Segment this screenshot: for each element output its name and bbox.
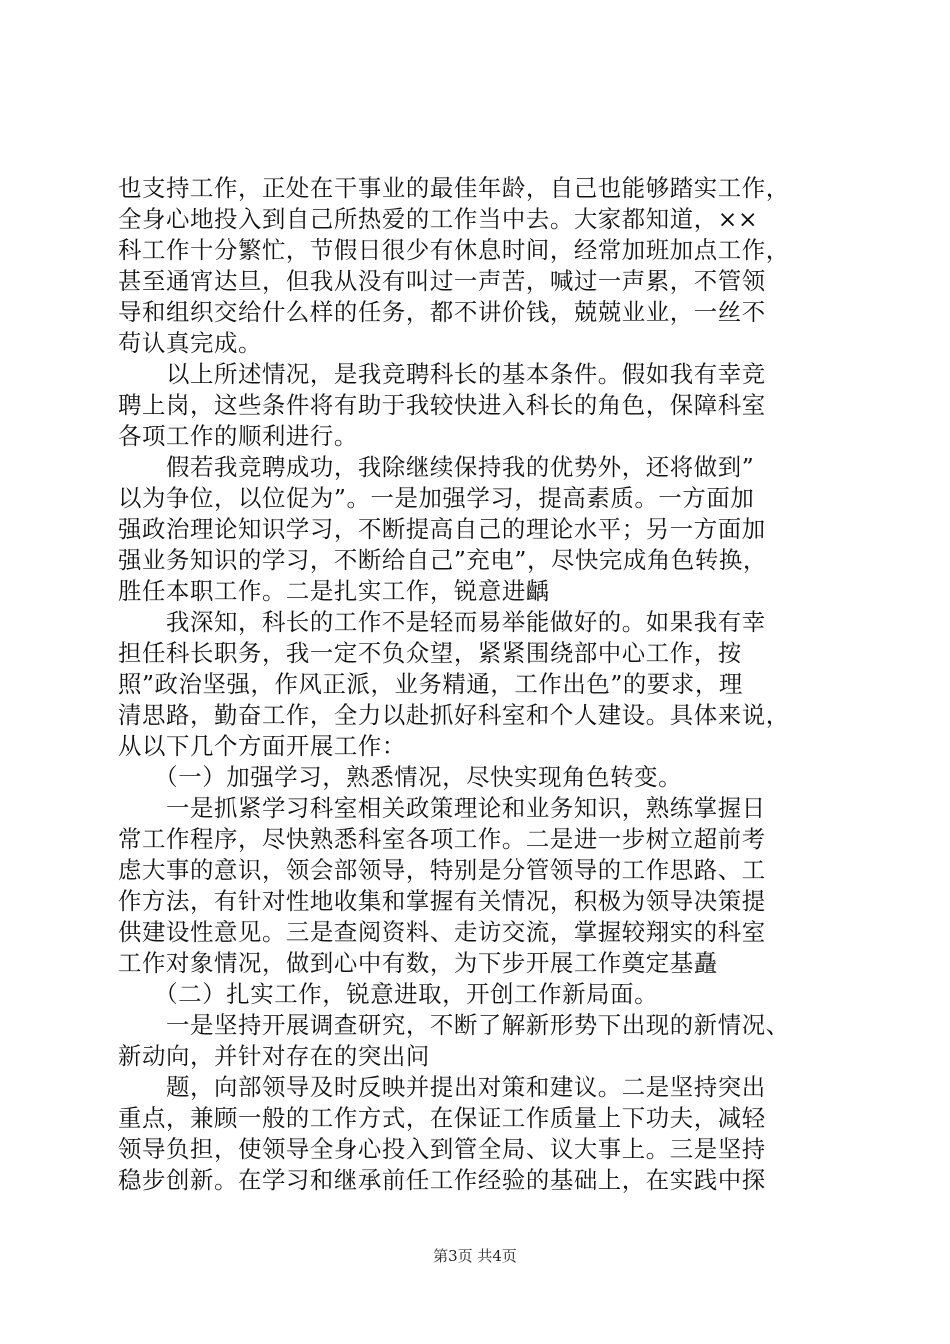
text-line: 强政治理论知识学习，不断提高自己的理论水平；另一方面加 — [118, 515, 766, 543]
text-line: 导和组织交给什么样的任务，都不讲价钱，兢兢业业，一丝不 — [118, 298, 766, 326]
text-line: （二）扎实工作，锐意进取，开创工作新局面。 — [118, 980, 659, 1008]
text-line: 一是抓紧学习科室相关政策理论和业务知识，熟练掌握日 — [118, 794, 766, 822]
text-line: 全身心地投入到自己所热爱的工作当中去。大家都知道，×× — [118, 205, 759, 233]
text-line: 领导负担，使领导全身心投入到管全局、议大事上。三是坚持 — [118, 1135, 766, 1163]
text-line: 从以下几个方面开展工作： — [118, 732, 406, 760]
text-line: 我深知，科长的工作不是轻而易举能做好的。如果我有幸 — [118, 608, 766, 636]
text-line: 供建设性意见。三是查阅资料、走访交流，掌握较翔实的科室 — [118, 918, 766, 946]
text-line: 稳步创新。在学习和继承前任工作经验的基础上，在实践中探 — [118, 1166, 766, 1194]
body-text — [118, 173, 838, 1196]
text-line: 重点，兼顾一般的工作方式，在保证工作质量上下功夫，减轻 — [118, 1104, 766, 1132]
text-line: 甚至通宵达旦，但我从没有叫过一声苦，喊过一声累，不管领 — [118, 267, 766, 295]
text-line: 作方法，有针对性地收集和掌握有关情况，积极为领导决策提 — [118, 887, 766, 915]
text-line: 题，向部领导及时反映并提出对策和建议。二是坚持突出 — [118, 1073, 766, 1101]
text-line: 担任科长职务，我一定不负众望，紧紧围绕部中心工作，按 — [118, 639, 742, 667]
text-line: 苟认真完成。 — [118, 329, 262, 357]
text-line: 以上所述情况，是我竞聘科长的基本条件。假如我有幸竞 — [118, 360, 766, 388]
text-line: 假若我竞聘成功，我除继续保持我的优势外，还将做到” — [118, 453, 755, 481]
text-line: 常工作程序，尽快熟悉科室各项工作。二是进一步树立超前考 — [118, 825, 766, 853]
text-line: 强业务知识的学习，不断给自己”充电”，尽快完成角色转换， — [118, 546, 767, 574]
text-line: （一）加强学习，熟悉情况，尽快实现角色转变。 — [118, 763, 683, 791]
text-line: 一是坚持开展调查研究，不断了解新形势下出现的新情况、 — [118, 1011, 790, 1039]
text-line: 各项工作的顺利进行。 — [118, 422, 358, 450]
text-line: 也支持工作，正处在干事业的最佳年龄，自己也能够踏实工作， — [118, 174, 790, 202]
text-line: 胜任本职工作。二是扎实工作，锐意进齲 — [118, 577, 550, 605]
text-line: 清思路，勤奋工作，全力以赴抓好科室和个人建设。具体来说， — [118, 701, 790, 729]
text-line: 工作对象情况，做到心中有数，为下步开展工作奠定基矗 — [118, 949, 718, 977]
text-line: 科工作十分繁忙，节假日很少有休息时间，经常加班加点工作， — [118, 236, 790, 264]
text-line: 聘上岗，这些条件将有助于我较快进入科长的角色，保障科室 — [118, 391, 766, 419]
text-line: 照”政治坚强，作风正派，业务精通，工作出色”的要求，理 — [118, 670, 743, 698]
text-line: 新动向，并针对存在的突出问 — [118, 1042, 430, 1070]
text-line: 以为争位，以位促为”。一是加强学习，提高素质。一方面加 — [118, 484, 755, 512]
page-footer: 第3页 共4页 — [433, 1247, 517, 1265]
text-line: 虑大事的意识，领会部领导，特别是分管领导的工作思路、工 — [118, 856, 766, 884]
